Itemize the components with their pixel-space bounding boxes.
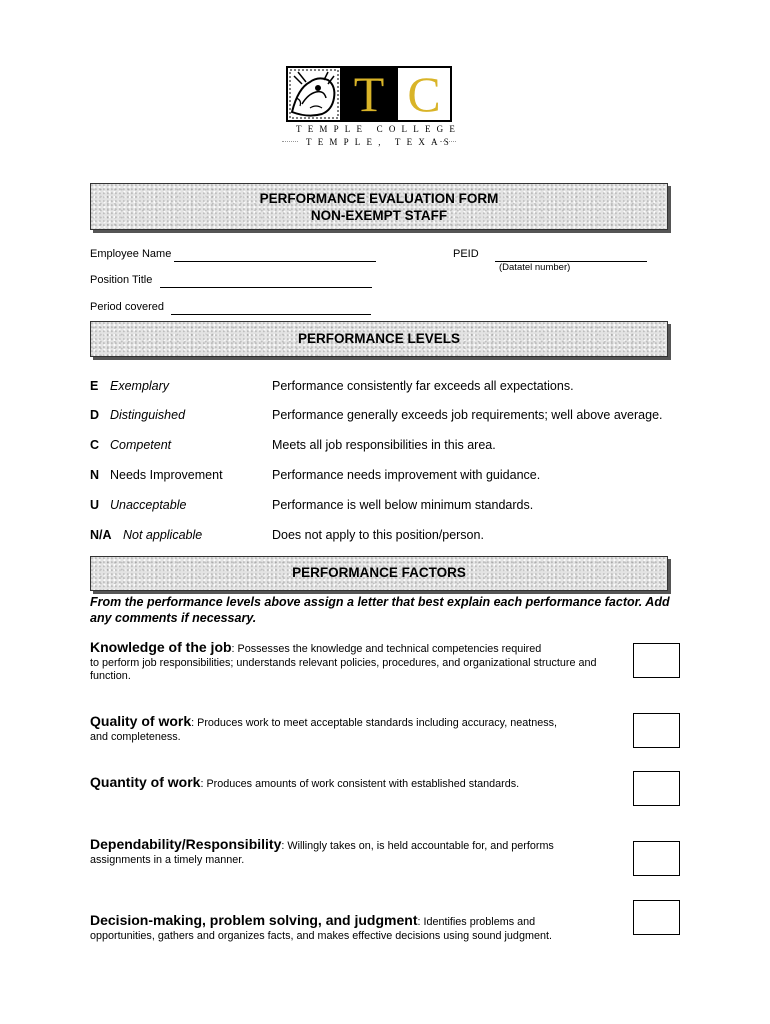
- peid-note: (Datatel number): [499, 262, 571, 273]
- factor-quantity-of-work: [90, 776, 610, 792]
- level-name: Needs Improvement: [110, 468, 223, 482]
- level-description: Performance needs improvement with guidance.: [272, 468, 541, 482]
- factor-desc-rest: and completeness.: [90, 730, 181, 743]
- factor-sep: :: [200, 778, 204, 790]
- form-title-box: [90, 183, 668, 230]
- employee-name-label: Employee Name: [90, 248, 172, 260]
- rating-box-quality[interactable]: [633, 713, 680, 748]
- level-code: N: [90, 468, 100, 482]
- factor-desc-line1: Produces amounts of work consistent with established standards.: [203, 778, 520, 790]
- level-name: Not applicable: [123, 528, 203, 542]
- factor-title: Dependability/Responsibility: [90, 836, 282, 852]
- factor-desc-rest: to perform job responsibilities; understands relevant policies, procedures, and organizational structure and function.: [90, 656, 597, 682]
- level-row-not-applicable: [90, 528, 690, 544]
- level-row-distinguished: [90, 408, 690, 424]
- factor-desc-line1: Possesses the knowledge and technical competencies required: [234, 643, 542, 655]
- performance-factors-heading: PERFORMANCE FACTORS: [292, 565, 466, 580]
- factor-title: Quantity of work: [90, 774, 201, 790]
- factor-desc-rest: assignments in a timely manner.: [90, 853, 245, 866]
- level-code: C: [90, 438, 100, 452]
- factor-title: Decision-making, problem solving, and judgment: [90, 912, 418, 928]
- college-location: [282, 137, 456, 149]
- factor-quality-of-work: [90, 715, 610, 744]
- level-row-unacceptable: [90, 498, 690, 514]
- position-title-field[interactable]: [160, 287, 372, 288]
- period-covered-label: Period covered: [90, 301, 164, 313]
- level-code: N/A: [90, 528, 112, 542]
- level-row-competent: [90, 438, 690, 454]
- level-description: Performance consistently far exceeds all expectations.: [272, 379, 574, 393]
- level-description: Performance is well below minimum standards.: [272, 498, 534, 512]
- factor-desc-line1: Willingly takes on, is held accountable for, and performs: [284, 840, 554, 852]
- level-name: Distinguished: [110, 408, 186, 422]
- rating-box-knowledge[interactable]: [633, 643, 680, 678]
- level-name: Exemplary: [110, 379, 170, 393]
- level-code: D: [90, 408, 100, 422]
- peid-label: PEID: [453, 248, 479, 260]
- level-code: E: [90, 379, 99, 393]
- factor-sep: :: [191, 717, 195, 729]
- factor-title: Quality of work: [90, 713, 192, 729]
- level-code: U: [90, 498, 100, 512]
- temple-college-logo: [286, 66, 452, 122]
- factor-dependability: [90, 838, 610, 867]
- college-location-text: TEMPLE, TEXAS: [306, 137, 455, 147]
- left-divider: [282, 141, 298, 142]
- factor-sep: :: [281, 840, 285, 852]
- form-subtitle: NON-EXEMPT STAFF: [310, 208, 448, 223]
- level-description: Does not apply to this position/person.: [272, 528, 484, 542]
- level-name: Competent: [110, 438, 172, 452]
- college-name: TEMPLE COLLEGE: [296, 124, 462, 134]
- employee-name-field[interactable]: [174, 261, 376, 262]
- level-row-needs-improvement: [90, 468, 690, 484]
- factor-sep: :: [417, 916, 421, 928]
- performance-factors-box: [90, 556, 668, 591]
- performance-levels-box: [90, 321, 668, 357]
- level-description: Performance generally exceeds job requirements; well above average.: [272, 408, 663, 422]
- factor-desc-rest: opportunities, gathers and organizes facts, and makes effective decisions using sound judgment.: [90, 929, 552, 942]
- logo-letter-c: C: [396, 66, 452, 122]
- level-name: Unacceptable: [110, 498, 187, 512]
- factor-instructions: From the performance levels above assign a letter that best explain each performance factor. Add any comments if necessary.: [90, 595, 670, 625]
- logo-letter-t: T: [342, 66, 396, 122]
- factor-sep: :: [231, 643, 235, 655]
- factor-desc-line1: Produces work to meet acceptable standards including accuracy, neatness,: [194, 717, 558, 729]
- rating-box-dependability[interactable]: [633, 841, 680, 876]
- mascot-emblem-image: [286, 66, 342, 122]
- rating-box-quantity[interactable]: [633, 771, 680, 806]
- position-title-label: Position Title: [90, 274, 153, 286]
- factor-decision-making: [90, 914, 620, 943]
- performance-levels-heading: PERFORMANCE LEVELS: [297, 331, 460, 346]
- period-covered-field[interactable]: [171, 314, 371, 315]
- form-title: PERFORMANCE EVALUATION FORM: [259, 191, 499, 206]
- factor-knowledge-of-job: [90, 641, 610, 684]
- rating-box-decision-making[interactable]: [633, 900, 680, 935]
- level-row-exemplary: [90, 379, 690, 395]
- factor-title: Knowledge of the job: [90, 639, 232, 655]
- level-description: Meets all job responsibilities in this area.: [272, 438, 496, 452]
- factor-desc-line1: Identifies problems and: [420, 916, 536, 928]
- right-divider: [440, 141, 456, 142]
